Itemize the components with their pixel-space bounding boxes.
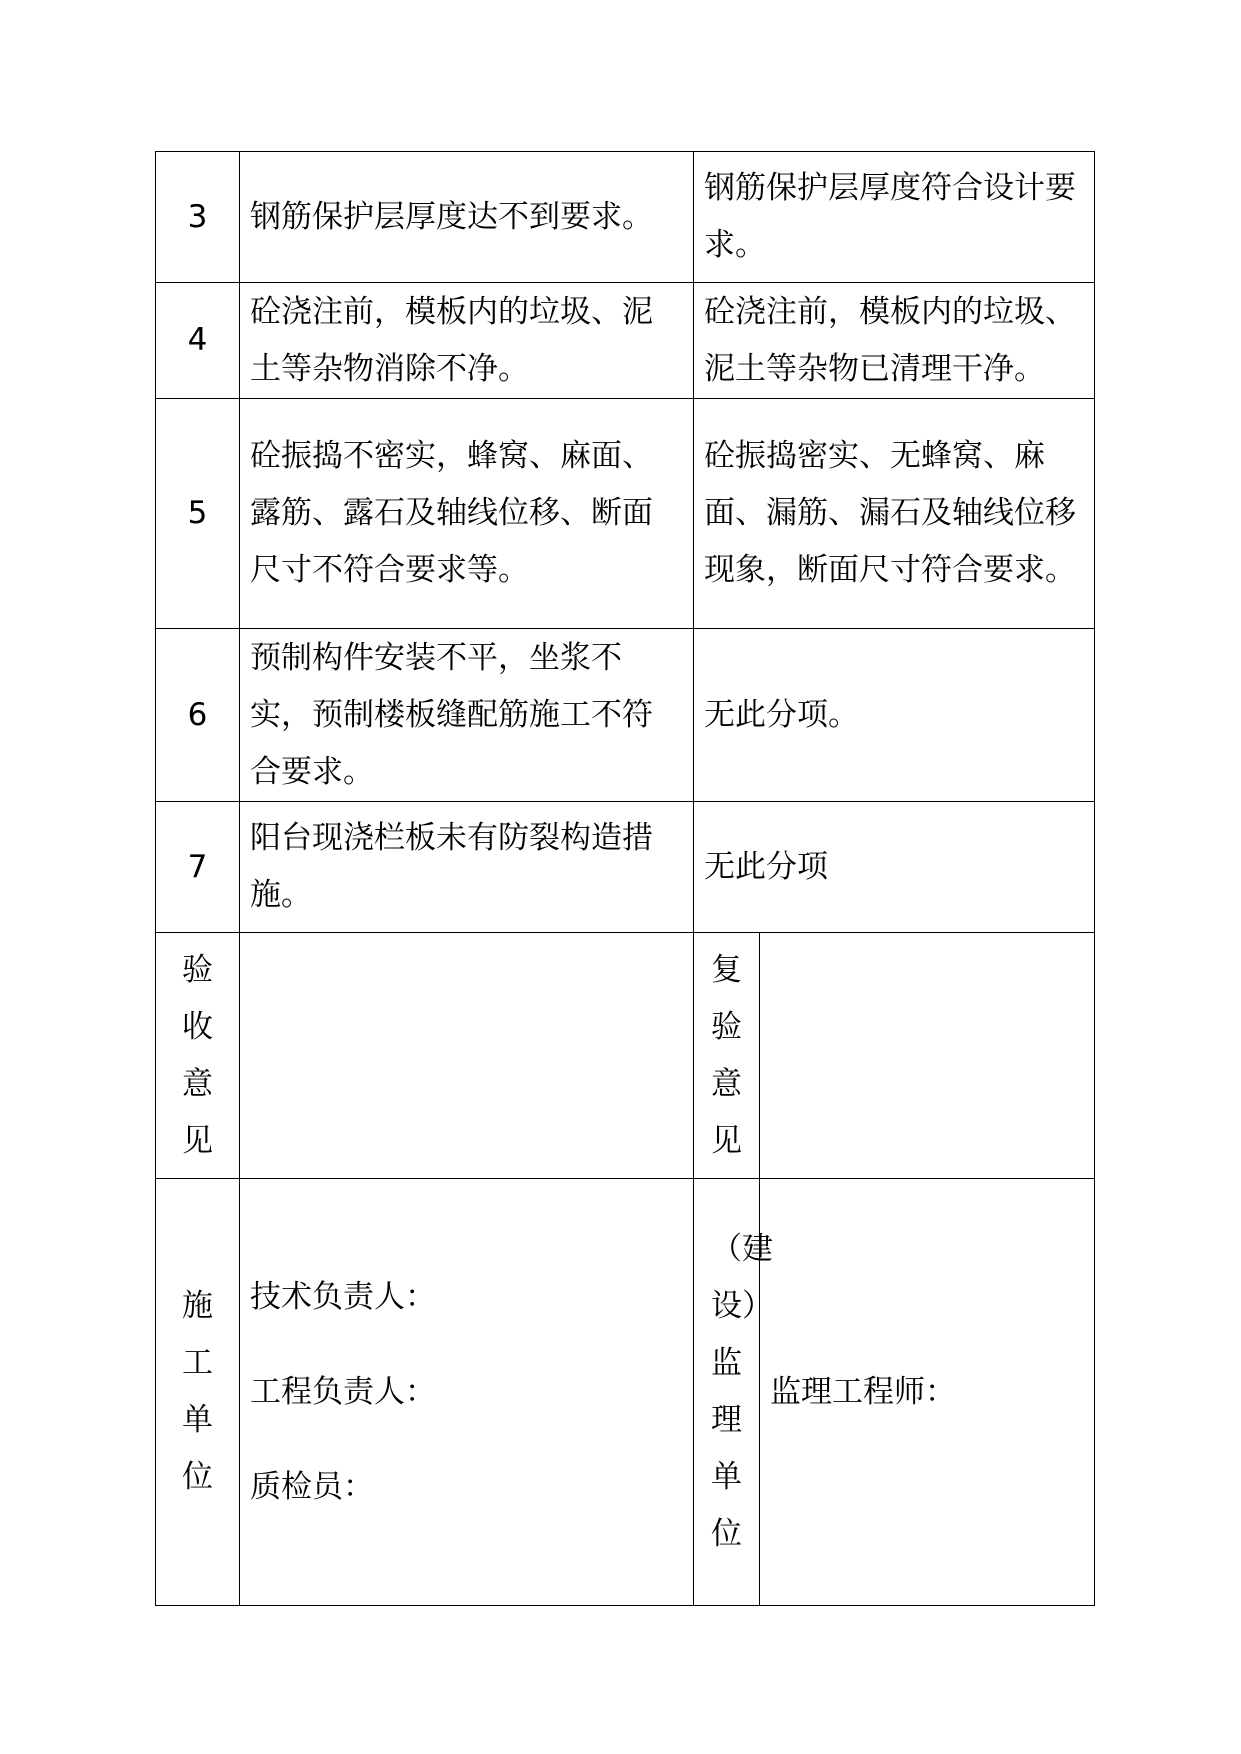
problem-cell: 预制构件安装不平，坐浆不实，预制楼板缝配筋施工不符合要求。 (240, 629, 694, 802)
row-number: 5 (156, 399, 240, 629)
supervisor-engineer-label: 监理工程师： (770, 1373, 956, 1410)
row-number: 3 (156, 152, 240, 283)
result-cell: 砼浇注前，模板内的垃圾、泥土等杂物已清理干净。 (694, 283, 1095, 399)
row-number: 7 (156, 802, 240, 933)
result-cell: 砼振捣密实、无蜂窝、麻面、漏筋、漏石及轴线位移现象，断面尺寸符合要求。 (694, 399, 1095, 629)
problem-cell: 钢筋保护层厚度达不到要求。 (240, 152, 694, 283)
supervisor-unit-label: （建设）监理单位 (694, 1179, 760, 1606)
acceptance-opinion-field[interactable] (240, 933, 694, 1179)
table-row (156, 152, 1095, 283)
contractor-unit-label: 施工单位 (156, 1179, 240, 1606)
project-lead-label: 工程负责人： (250, 1373, 436, 1410)
problem-cell: 砼浇注前，模板内的垃圾、泥土等杂物消除不净。 (240, 283, 694, 399)
recheck-opinion-field[interactable] (760, 933, 1095, 1179)
table-row (156, 802, 1095, 933)
acceptance-opinion-label: 验收意见 (156, 933, 240, 1179)
table-row (156, 283, 1095, 399)
inspector-label: 质检员： (250, 1468, 374, 1505)
tech-lead-label: 技术负责人： (250, 1278, 436, 1315)
problem-cell: 砼振捣不密实，蜂窝、麻面、露筋、露石及轴线位移、断面尺寸不符合要求等。 (240, 399, 694, 629)
result-cell: 无此分项 (694, 802, 1095, 933)
problem-cell: 阳台现浇栏板未有防裂构造措施。 (240, 802, 694, 933)
inspection-table (155, 151, 1095, 1606)
result-cell: 无此分项。 (694, 629, 1095, 802)
table-row (156, 629, 1095, 802)
supervisor-signature (760, 1179, 1095, 1606)
table-row (156, 399, 1095, 629)
row-number: 4 (156, 283, 240, 399)
signature-row (156, 1179, 1095, 1606)
opinion-row (156, 933, 1095, 1179)
contractor-signatures (240, 1179, 694, 1606)
result-cell: 钢筋保护层厚度符合设计要求。 (694, 152, 1095, 283)
row-number: 6 (156, 629, 240, 802)
recheck-opinion-label: 复验意见 (694, 933, 760, 1179)
